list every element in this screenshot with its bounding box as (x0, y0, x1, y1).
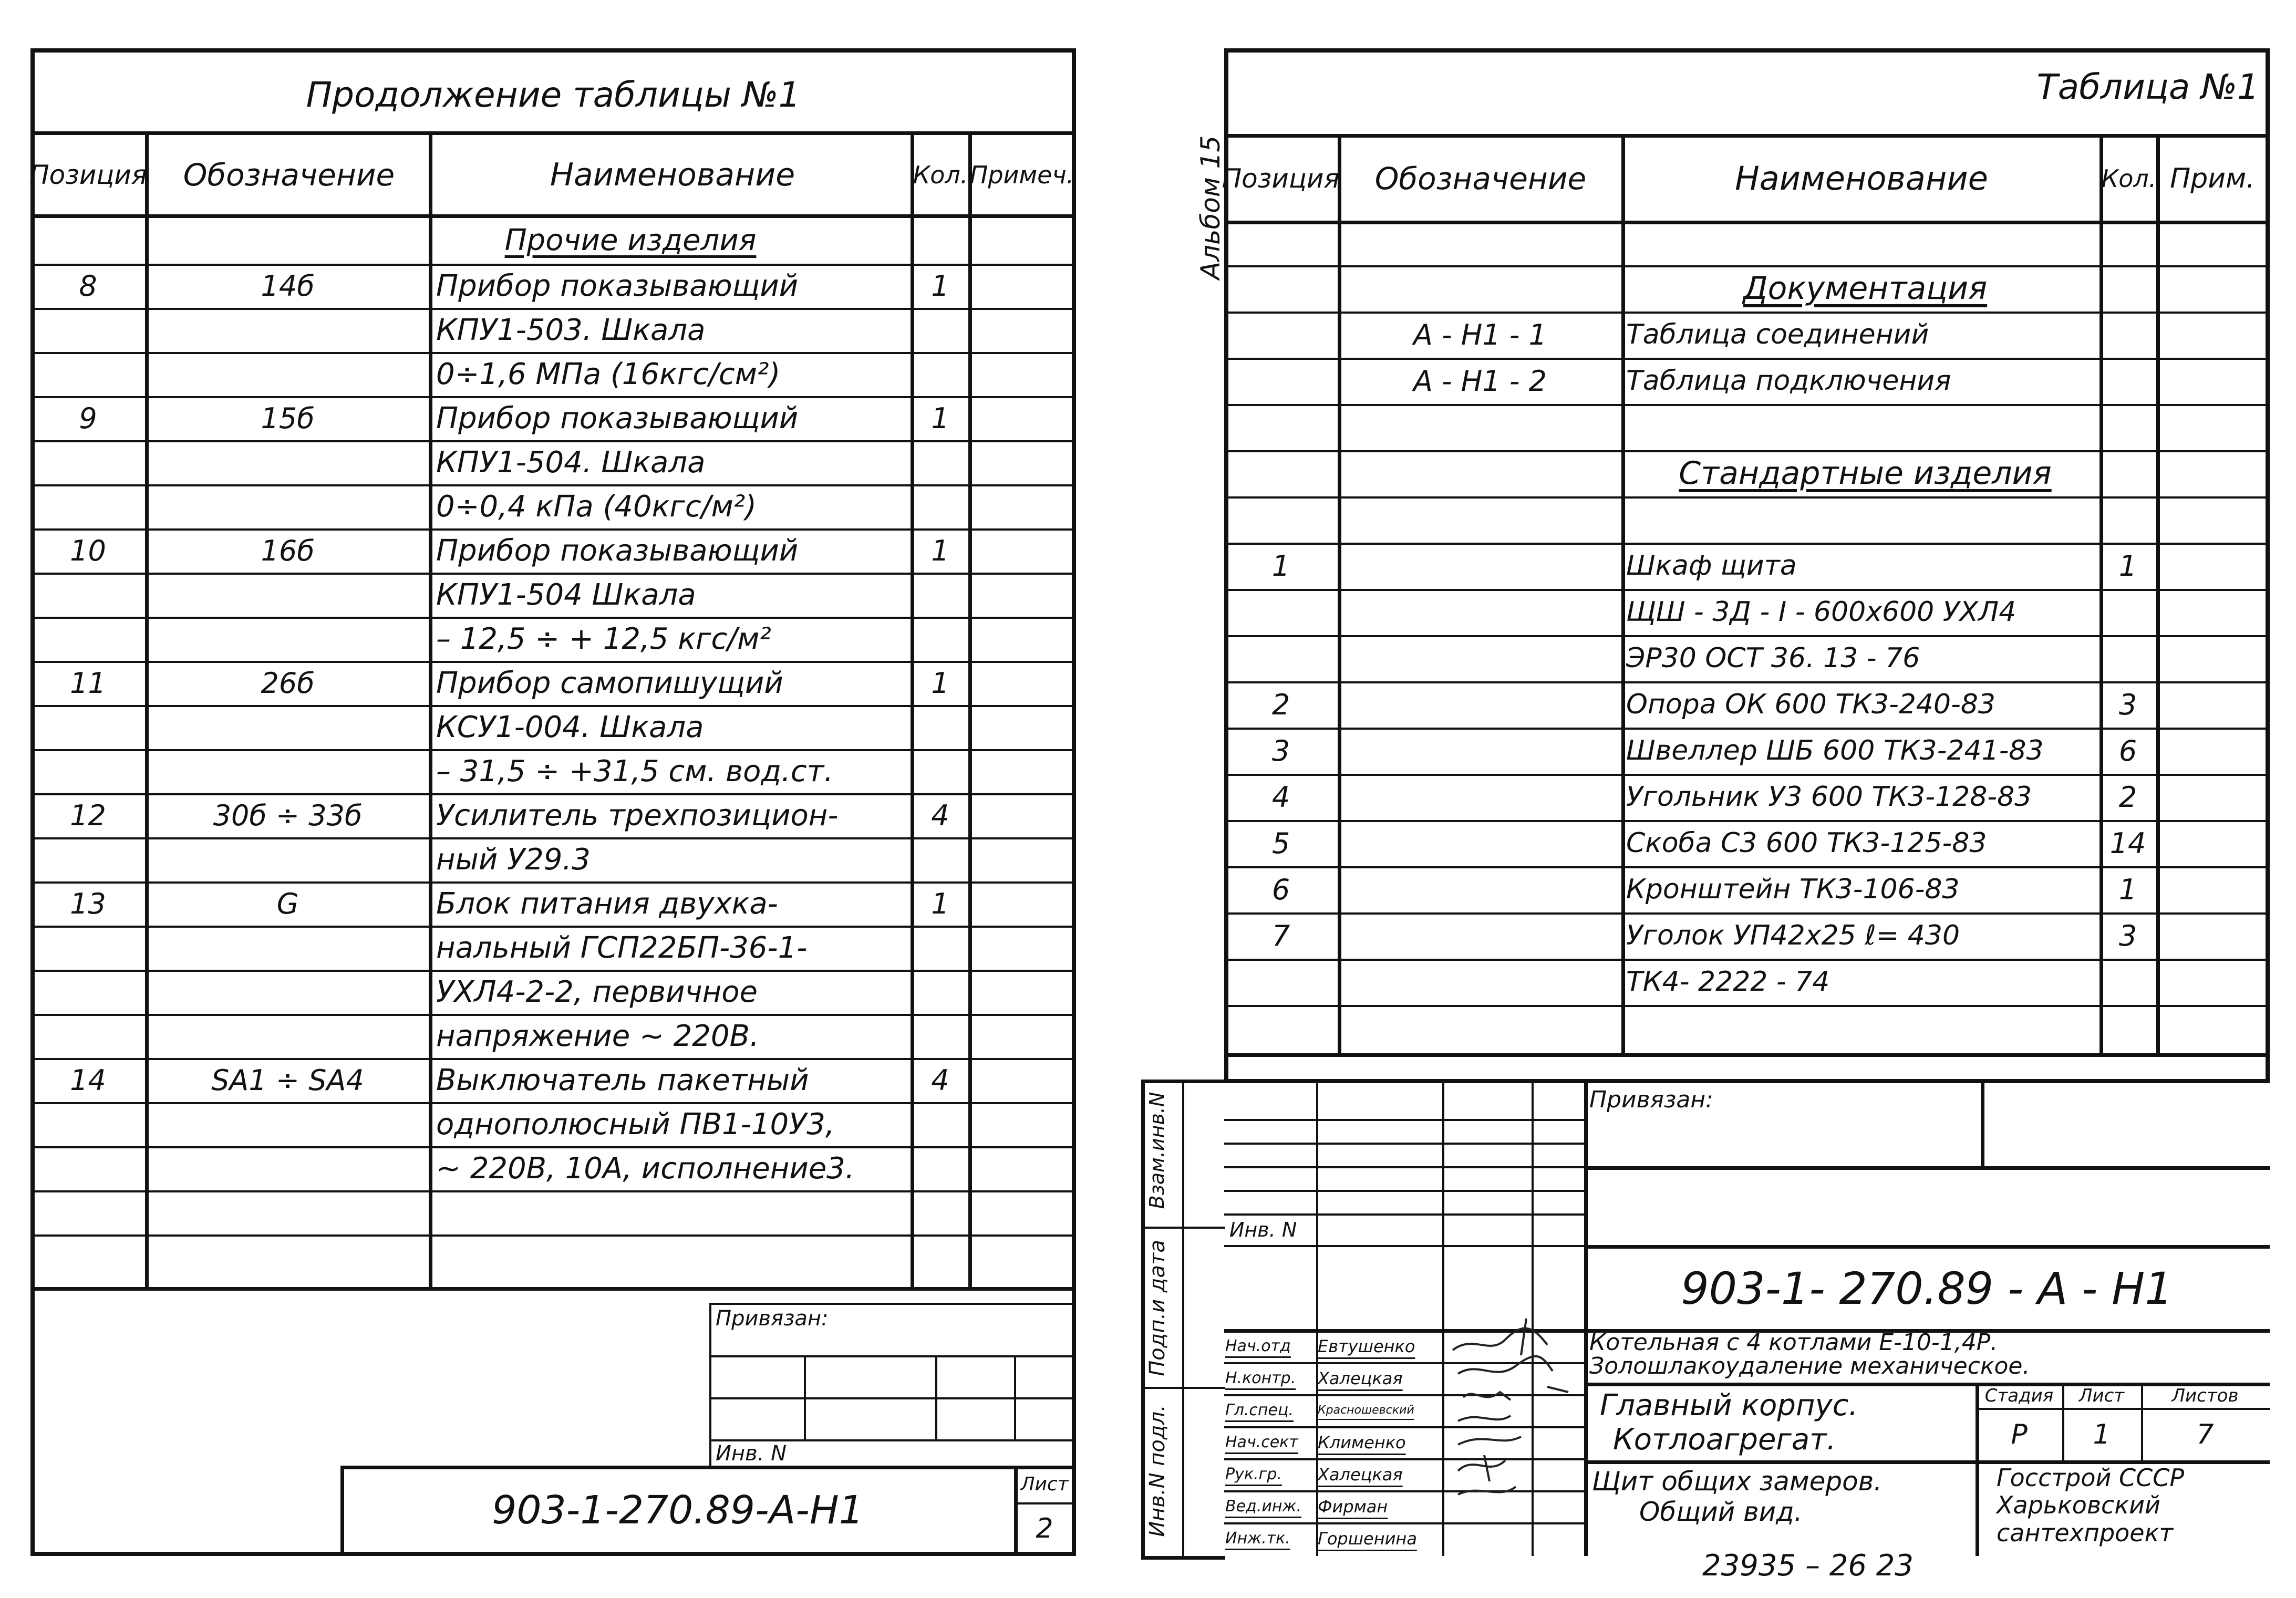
left-row-position: 14 (70, 1063, 106, 1097)
right-row-position (1225, 312, 1337, 358)
left-row-position (32, 1102, 144, 1146)
right-row-designation (1339, 820, 1621, 866)
approval-role: Нач.отд (1225, 1337, 1291, 1355)
approval-name: Халецкая (1318, 1368, 1403, 1388)
left-row-position: 9 (79, 401, 97, 435)
left-row-designation (147, 1146, 428, 1190)
left-row-quantity (913, 573, 968, 617)
right-row-designation (1339, 450, 1621, 496)
left-row-designation (147, 926, 428, 970)
right-col-name-header: Наименование (1735, 159, 1988, 198)
left-row-position: 13 (70, 887, 106, 920)
left-row-name: Прибор показывающий (436, 268, 799, 303)
approval-name: Клименко (1318, 1432, 1406, 1452)
left-row-designation (147, 440, 428, 484)
right-row-quantity: 6 (2118, 734, 2137, 767)
right-row-designation: А - Н1 - 2 (1413, 364, 1547, 398)
signature-scribbles (1442, 1313, 1589, 1555)
approval-role: Вед.инж. (1225, 1497, 1301, 1516)
right-col-note-header: Прим. (2170, 162, 2255, 194)
approval-role: Гл.спец. (1225, 1401, 1294, 1419)
left-row-quantity (913, 484, 968, 528)
right-row-designation (1339, 728, 1621, 774)
sheet-label: Лист (2078, 1385, 2125, 1406)
right-row-position: 1 (1271, 549, 1290, 583)
side-label-vzam-inv: Взам.инв.N (1145, 1092, 1168, 1209)
left-col-note-header: Примеч. (969, 161, 1074, 189)
approval-role: Инж.тк. (1225, 1529, 1290, 1548)
building-line-2: Котлоагрегат. (1613, 1422, 1836, 1457)
left-sheet-label: Лист (1020, 1473, 1069, 1495)
left-row-name: КСУ1-004. Шкала (436, 710, 704, 744)
left-row-name: КПУ1-503. Шкала (436, 313, 706, 347)
left-row-name: 0÷1,6 МПа (16кгс/см²) (436, 357, 781, 391)
left-row-designation: 14б (261, 269, 315, 303)
right-row-quantity (2101, 265, 2155, 312)
approval-role: Н.контр. (1225, 1369, 1296, 1387)
left-row-name: КПУ1-504 Шкала (436, 577, 696, 612)
right-row-designation (1339, 265, 1621, 312)
left-row-position: 12 (70, 798, 106, 832)
approval-name: Фирман (1318, 1496, 1388, 1517)
right-row-designation (1339, 635, 1621, 681)
right-row-designation (1339, 589, 1621, 635)
left-row-position (32, 705, 144, 749)
left-row-position (32, 926, 144, 970)
left-row-quantity (913, 1102, 968, 1146)
sheets-label: Листов (2171, 1385, 2239, 1406)
left-row-designation (147, 837, 428, 881)
right-row-position: 7 (1271, 919, 1290, 952)
left-row-designation (147, 970, 428, 1014)
left-row-quantity: 1 (931, 269, 949, 303)
left-row-name: Прибор показывающий (436, 533, 799, 568)
right-row-designation (1339, 866, 1621, 912)
right-row-position: 6 (1271, 873, 1290, 906)
left-row-position (32, 573, 144, 617)
right-row-position: 4 (1271, 780, 1290, 814)
left-row-designation (147, 573, 428, 617)
left-row-quantity (913, 308, 968, 352)
right-row-name: Таблица соединений (1626, 319, 1929, 350)
left-row-quantity (913, 705, 968, 749)
right-row-name: Стандартные изделия (1679, 455, 2052, 492)
left-row-designation (147, 308, 428, 352)
left-row-position (32, 352, 144, 396)
right-row-quantity (2101, 496, 2155, 543)
right-col-code-header: Обозначение (1374, 160, 1587, 196)
right-row-designation (1339, 404, 1621, 450)
right-row-name: Таблица подключения (1626, 365, 1951, 397)
right-row-name (1626, 496, 2099, 543)
right-row-quantity (2101, 450, 2155, 496)
left-row-position (32, 837, 144, 881)
right-row-designation (1339, 543, 1621, 589)
right-row-name: Швеллер ШБ 600 ТК3-241-83 (1626, 735, 2044, 766)
left-row-quantity: 1 (931, 534, 949, 567)
right-row-designation (1339, 681, 1621, 728)
left-row-quantity: 4 (931, 798, 949, 832)
left-row-quantity: 1 (931, 401, 949, 435)
left-row-position (32, 749, 144, 793)
left-row-quantity (913, 970, 968, 1014)
left-table-title: Продолжение таблицы №1 (306, 74, 801, 115)
right-row-position (1225, 589, 1337, 635)
left-row-quantity (913, 749, 968, 793)
left-row-designation (147, 705, 428, 749)
approval-name: Красношевский (1318, 1404, 1414, 1417)
stage-label: Стадия (1984, 1385, 2054, 1406)
left-row-position (32, 970, 144, 1014)
right-row-quantity (2101, 959, 2155, 1005)
right-row-quantity (2101, 404, 2155, 450)
left-document-code: 903-1-270.89-А-Н1 (492, 1488, 864, 1533)
project-line-2: Золошлакоудаление механическое. (1589, 1352, 2030, 1379)
left-row-quantity (913, 837, 968, 881)
left-row-quantity (913, 926, 968, 970)
org-line-1: Госстрой СССР (1997, 1463, 2185, 1492)
left-row-designation (147, 484, 428, 528)
right-row-designation (1339, 1005, 1621, 1051)
right-row-quantity (2101, 358, 2155, 404)
right-row-name (1626, 404, 2099, 450)
right-row-designation (1339, 496, 1621, 543)
left-row-designation (147, 1014, 428, 1058)
right-document-code: 903-1- 270.89 - А - Н1 (1681, 1263, 2173, 1314)
left-row-position (32, 484, 144, 528)
left-row-position: 10 (70, 534, 106, 567)
right-row-position: 2 (1271, 688, 1290, 721)
right-inv-label: Инв. N (1229, 1218, 1297, 1241)
right-row-name: Документация (1743, 270, 1988, 307)
left-row-designation (147, 617, 428, 661)
right-row-quantity (2101, 635, 2155, 681)
album-label: Альбом 15 (1195, 135, 1226, 280)
left-row-quantity (913, 352, 968, 396)
right-row-position (1225, 265, 1337, 312)
left-row-designation: G (276, 887, 299, 920)
org-line-2: Харьковский (1997, 1490, 2160, 1519)
left-col-pos-header: Позиция (29, 160, 147, 190)
right-row-designation (1339, 774, 1621, 820)
right-row-position: 3 (1271, 734, 1290, 767)
approval-role: Рук.гр. (1225, 1465, 1282, 1483)
right-privyazan-label: Привязан: (1589, 1086, 1713, 1113)
left-row-position: 8 (79, 269, 97, 303)
drawing-line-2: Общий вид. (1639, 1497, 1803, 1527)
approval-role: Нач.сект (1225, 1433, 1298, 1451)
left-row-name: – 31,5 ÷ +31,5 см. вод.ст. (436, 754, 834, 788)
left-inv-label: Инв. N (716, 1441, 787, 1466)
right-row-designation (1339, 959, 1621, 1005)
left-row-designation (147, 749, 428, 793)
left-row-position (32, 617, 144, 661)
right-row-position (1225, 450, 1337, 496)
building-line-1: Главный корпус. (1600, 1388, 1858, 1423)
left-row-designation (147, 352, 428, 396)
right-row-designation: А - Н1 - 1 (1413, 318, 1547, 351)
left-row-name: 0÷0,4 кПа (40кгс/м²) (436, 489, 757, 524)
right-row-position: 5 (1271, 826, 1290, 860)
left-row-name: однополюсный ПВ1-10У3, (436, 1107, 835, 1142)
right-row-name: ЭР30 ОСТ 36. 13 - 76 (1626, 642, 1920, 674)
left-row-name: ~ 220В, 10А, исполнение3. (436, 1151, 855, 1186)
right-row-name: Шкаф щита (1626, 550, 1797, 582)
left-row-position (32, 440, 144, 484)
right-row-quantity (2101, 312, 2155, 358)
right-row-name: Скоба С3 600 ТК3-125-83 (1626, 827, 1987, 859)
left-col-name-header: Наименование (550, 157, 795, 193)
left-row-name: ный У29.3 (436, 842, 591, 877)
left-row-quantity: 1 (931, 666, 949, 700)
right-row-quantity: 2 (2118, 780, 2137, 814)
side-label-inv-podl: Инв.N подл. (1145, 1405, 1170, 1537)
left-row-designation (147, 1102, 428, 1146)
left-row-designation: 30б ÷ 33б (213, 798, 363, 832)
left-row-designation: 26б (261, 666, 315, 700)
left-row-quantity (913, 617, 968, 661)
sheets-value: 7 (2196, 1419, 2214, 1450)
left-row-name: Усилитель трехпозицион- (436, 798, 839, 833)
right-col-pos-header: Позиция (1222, 163, 1340, 194)
right-row-name: Уголок УП42х25 ℓ= 430 (1626, 920, 1960, 951)
right-row-name (1626, 1005, 2099, 1051)
left-row-name: Прибор показывающий (436, 401, 799, 435)
left-row-designation: SA1 ÷ SA4 (211, 1063, 364, 1097)
right-row-quantity: 14 (2109, 826, 2146, 860)
left-row-name: Прибор самопишущий (436, 666, 783, 700)
right-row-position (1225, 959, 1337, 1005)
left-row-name: КПУ1-504. Шкала (436, 445, 706, 480)
right-row-position (1225, 1005, 1337, 1051)
right-row-name: ТК4- 2222 - 74 (1626, 966, 1830, 998)
left-row-position (32, 308, 144, 352)
left-col-qty-header: Кол. (913, 161, 968, 189)
right-row-name: Опора ОК 600 ТК3-240-83 (1626, 689, 1996, 720)
right-row-quantity (2101, 1005, 2155, 1051)
left-row-designation: 15б (261, 401, 315, 435)
approval-name: Халецкая (1318, 1464, 1403, 1485)
approval-name: Евтушенко (1318, 1336, 1415, 1356)
right-row-quantity: 3 (2118, 919, 2137, 952)
right-row-name: ЩШ - 3Д - I - 600х600 УХЛ4 (1626, 596, 2016, 628)
right-row-quantity: 1 (2118, 549, 2137, 583)
right-row-position (1225, 358, 1337, 404)
right-row-position (1225, 635, 1337, 681)
right-row-designation (1339, 912, 1621, 959)
left-row-quantity (913, 1014, 968, 1058)
left-row-name: УХЛ4-2-2, первичное (436, 974, 758, 1009)
approval-name: Горшенина (1318, 1528, 1417, 1549)
left-row-name: напряжение ~ 220В. (436, 1019, 759, 1053)
right-row-position (1225, 496, 1337, 543)
right-row-position (1225, 404, 1337, 450)
left-col-code-header: Обозначение (183, 157, 395, 193)
left-row-quantity (913, 1146, 968, 1190)
left-row-quantity: 1 (931, 887, 949, 920)
side-label-podp-data: Подп.и дата (1145, 1240, 1170, 1376)
stage-value: Р (2011, 1419, 2028, 1450)
left-privyazan-label: Привязан: (716, 1306, 829, 1331)
right-row-name: Кронштейн ТК3-106-83 (1626, 874, 1960, 905)
right-col-qty-header: Кол. (2101, 164, 2157, 193)
footer-archive-number: 23935 – 26 23 (1702, 1548, 1914, 1583)
left-row-name: нальный ГСП22БП-36-1- (436, 930, 808, 965)
left-row-position (32, 1014, 144, 1058)
sheet-value: 1 (2093, 1419, 2111, 1450)
left-row-position: 11 (70, 666, 106, 700)
right-row-name: Угольник У3 600 ТК3-128-83 (1626, 781, 2032, 813)
org-line-3: сантехпроект (1997, 1518, 2174, 1547)
right-table-title: Таблица №1 (2036, 66, 2259, 107)
right-row-quantity: 3 (2118, 688, 2137, 721)
left-row-quantity: 4 (931, 1063, 949, 1097)
left-row-position (32, 1146, 144, 1190)
right-row-quantity: 1 (2118, 873, 2137, 906)
project-line-1: Котельная с 4 котлами Е-10-1,4Р. (1589, 1329, 1998, 1356)
right-row-quantity (2101, 589, 2155, 635)
left-row-name: Выключатель пакетный (436, 1063, 809, 1097)
left-section-title: Прочие изделия (504, 223, 757, 257)
left-row-quantity (913, 440, 968, 484)
left-row-name: – 12,5 ÷ + 12,5 кгс/м² (436, 621, 771, 656)
left-row-name: Блок питания двухка- (436, 886, 778, 921)
drawing-line-1: Щит общих замеров. (1592, 1466, 1883, 1497)
left-sheet-number: 2 (1036, 1513, 1053, 1544)
left-row-designation: 16б (261, 534, 315, 567)
